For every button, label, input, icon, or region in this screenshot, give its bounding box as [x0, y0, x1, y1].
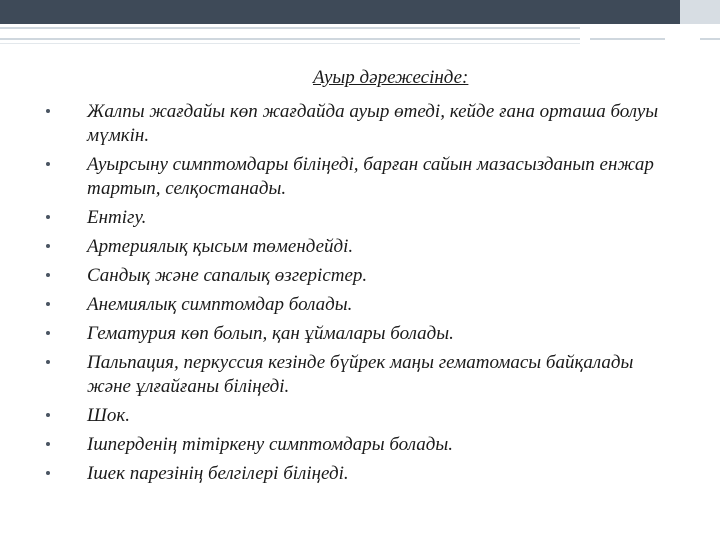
- bullet-text: Сандық және сапалық өзгерістер.: [87, 265, 368, 286]
- bullet-icon: [46, 442, 50, 446]
- bullet-icon: [46, 244, 50, 248]
- bullet-icon: [46, 360, 50, 364]
- bullet-item: [40, 351, 680, 399]
- header-rule: [0, 27, 580, 29]
- bullet-item: [40, 293, 680, 317]
- bullet-text: Ауырсыну симптомдары біліңеді, барған сайын мазасызданып енжар тартып, селқостанады.: [87, 154, 654, 199]
- bullet-item: [40, 322, 680, 346]
- bullet-text: Анемиялық симптомдар болады.: [87, 294, 353, 315]
- bullet-text: Пальпация, перкуссия кезінде бүйрек маңы гематомасы байқалады және ұлғайғаны біліңеді.: [87, 352, 634, 397]
- bullet-icon: [46, 331, 50, 335]
- header-rule: [700, 38, 720, 40]
- bullet-text: Гематурия көп болып, қан ұймалары болады.: [87, 323, 454, 344]
- bullet-item: [40, 100, 680, 148]
- bullet-item: [40, 462, 680, 486]
- bullet-text: Ішек парезінің белгілері біліңеді.: [87, 463, 349, 484]
- bullet-icon: [46, 162, 50, 166]
- bullet-item: [40, 206, 680, 230]
- bullet-icon: [46, 302, 50, 306]
- bullet-text: Ішперденің тітіркену симптомдары болады.: [87, 434, 453, 455]
- header-rule: [590, 38, 665, 40]
- slide-header-bar: [0, 0, 720, 24]
- bullet-text: Шок.: [87, 405, 130, 426]
- bullet-item: [40, 433, 680, 457]
- header-rule: [0, 43, 580, 44]
- slide-title: Ауыр дәрежесінде:: [313, 67, 469, 88]
- bullet-icon: [46, 273, 50, 277]
- bullet-text: Ентігу.: [87, 207, 147, 228]
- bullet-icon: [46, 109, 50, 113]
- bullet-item: [40, 235, 680, 259]
- bullet-text: Жалпы жағдайы көп жағдайда ауыр өтеді, кейде ғана орташа болуы мүмкін.: [87, 101, 659, 146]
- bullet-icon: [46, 471, 50, 475]
- bullet-item: [40, 404, 680, 428]
- bullet-icon: [46, 413, 50, 417]
- header-accent: [680, 0, 720, 24]
- bullet-item: [40, 264, 680, 288]
- bullet-text: Артериялық қысым төмендейді.: [87, 236, 354, 257]
- bullet-list: [40, 100, 680, 491]
- header-rule: [0, 38, 580, 40]
- bullet-icon: [46, 215, 50, 219]
- bullet-item: [40, 153, 680, 201]
